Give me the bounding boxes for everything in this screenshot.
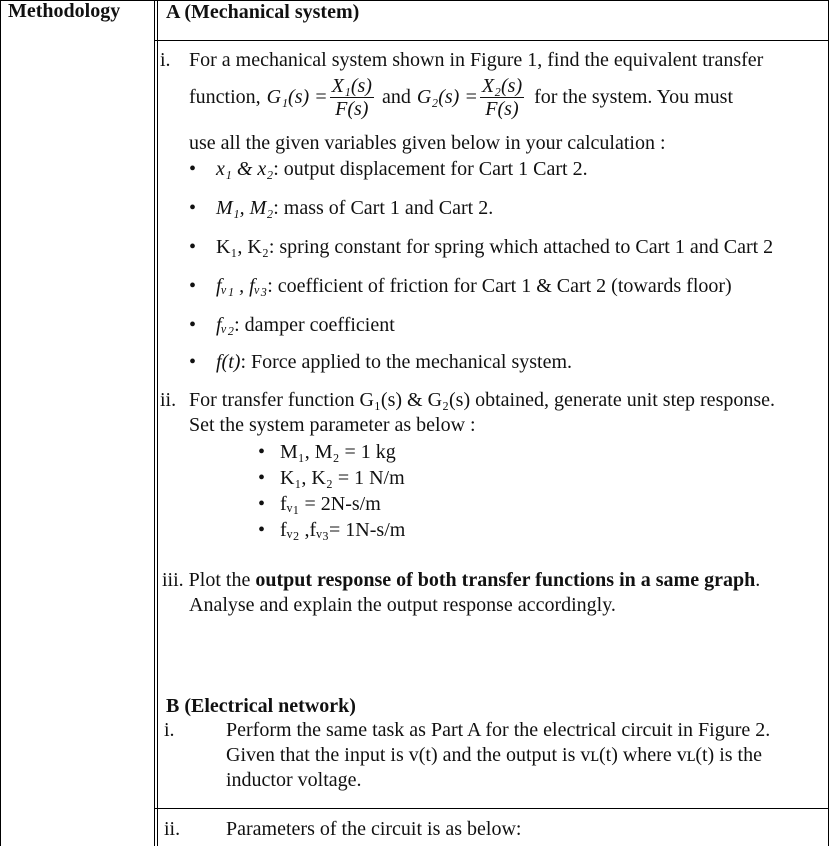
bullet-text: : mass of Cart 1 and Cart 2. [273,197,494,219]
bullet-text: : output displacement for Cart 1 Cart 2. [273,158,588,180]
header-underline [154,40,829,41]
b-i-line2: Given that the input is v(t) and the output is vʟ(t) where vʟ(t) is the [226,744,762,766]
a-ii-line2: Set the system parameter as below : [189,414,476,436]
param-text: M₁, M₂ = 1 kg [280,441,396,463]
row-label-methodology: Methodology [8,0,121,22]
column-divider [154,0,155,846]
bullet-text: : Force applied to the mechanical system. [240,351,572,373]
a-iii-pre: Plot the [188,569,251,591]
b-i-line3: inductor voltage. [226,769,362,791]
a-iii-line2: Analyse and explain the output response accordingly. [189,594,616,616]
a-i-line1: For a mechanical system shown in Figure 1, find the equivalent transfer [189,49,764,71]
a-i-number: i. [160,49,171,71]
param-item [258,441,396,464]
bullet-item [189,158,588,181]
param-item [258,519,405,542]
bullet-var: f(t) [216,351,241,373]
a-ii-number: ii. [160,389,177,411]
g2-fraction [480,75,524,120]
g1-fraction [330,75,374,120]
b-ii-number: ii. [164,818,181,840]
param-item [258,467,405,490]
g1-numerator: X₁(s) [331,75,372,97]
table-left-border [0,0,1,846]
b-i-number: i. [164,719,175,741]
a-iii-number: iii. [162,569,184,591]
part-b-heading: B (Electrical network) [166,695,356,717]
part-a-heading: A (Mechanical system) [166,1,360,23]
bullet-text: : spring constant for spring which attached to Cart 1 and Cart 2 [268,236,774,258]
bullet-item [189,351,572,374]
g1-lhs: G₁(s) = [266,86,328,108]
column-divider-double [157,0,158,846]
g2-lhs: G₂(s) = [416,86,478,108]
bullet-text: : coefficient of friction for Cart 1 & Cart 2 (towards floor) [267,275,732,297]
bullet-var: fᵥ₂ [216,314,235,336]
a-iii-post: . [755,569,761,591]
bullet-var: fᵥ₁ , fᵥ₃ [216,275,268,297]
bullet-item [189,197,493,220]
bullet-item [189,275,732,298]
b-i-line1: Perform the same task as Part A for the electrical circuit in Figure 2. [226,719,771,741]
a-i-transfer-function-line [189,75,733,120]
bullet-text: : damper coefficient [234,314,395,336]
param-text: fᵥ₂ ,fᵥ₃= 1N-s/m [280,519,406,541]
param-text: K₁, K₂ = 1 N/m [280,467,405,489]
g2-denominator: F(s) [485,98,519,120]
function-word: function, [189,86,261,108]
bullet-item [189,314,395,337]
bullet-item [189,236,773,259]
a-iii-line1 [162,569,760,592]
g1-denominator: F(s) [335,98,369,120]
bullet-var: K₁, K₂ [216,236,269,258]
bullet-var: M₁, M₂ [216,197,274,219]
param-item [258,493,381,516]
and-word: and [381,86,411,108]
b-ii-line1: Parameters of the circuit is as below: [226,818,522,840]
param-text: fᵥ₁ = 2N-s/m [280,493,381,515]
b-ii-divider [154,808,829,809]
g2-numerator: X₂(s) [481,75,523,97]
bullet-var: x₁ & x₂ [216,158,274,180]
table-top-border [0,0,829,1]
a-iii-bold: output response of both transfer functions in a same graph [255,569,756,591]
a-ii-line1: For transfer function G₁(s) & G₂(s) obtained, generate unit step response. [189,389,776,411]
a-i-line2-tail: for the system. You must [534,86,734,108]
a-i-line3: use all the given variables given below in your calculation : [189,132,666,154]
